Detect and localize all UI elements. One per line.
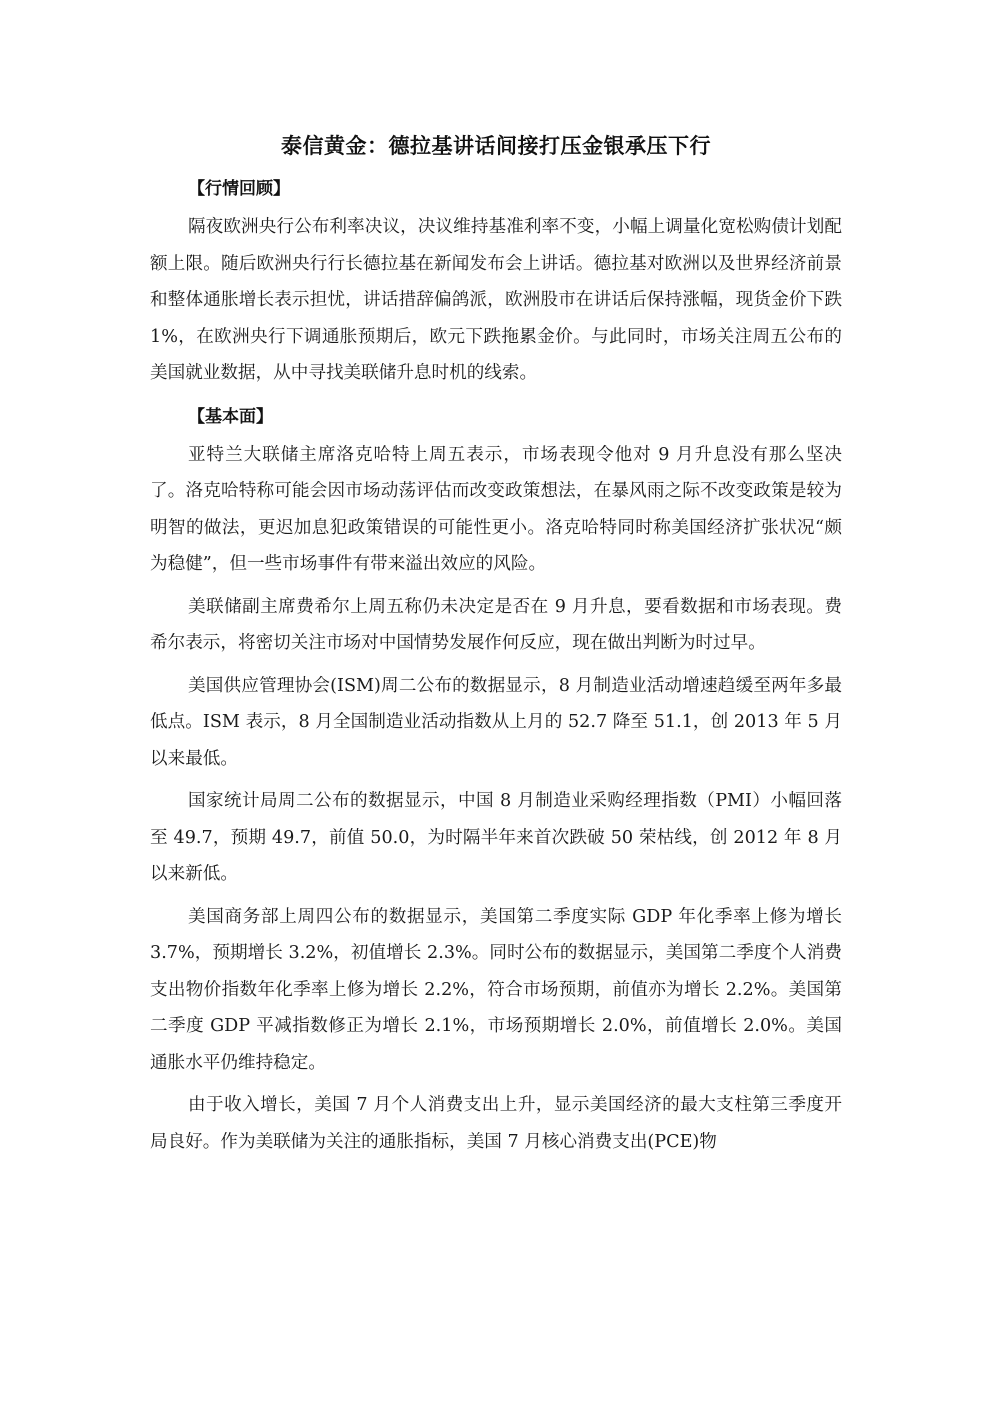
paragraph: 由于收入增长，美国 7 月个人消费支出上升，显示美国经济的最大支柱第三季度开局良好。作为美联储为关注的通胀指标，美国 7 月核心消费支出(PCE)物 xyxy=(150,1095,842,1152)
document-body xyxy=(150,170,842,1160)
paragraph: 亚特兰大联储主席洛克哈特上周五表示，市场表现令他对 9 月升息没有那么坚决了。洛克哈特称可能会因市场动荡评估而改变政策想法，在暴风雨之际不改变政策是较为明智的做法，更迟加息犯政策错误的可能性更小。洛克哈特同时称美国经济扩张状况“颇为稳健”，但一些市场事件有带来溢出效应的风险。 xyxy=(150,444,842,574)
document-title: 泰信黄金：德拉基讲话间接打压金银承压下行 xyxy=(281,134,711,158)
paragraph: 美国商务部上周四公布的数据显示，美国第二季度实际 GDP 年化季率上修为增长 3.7%，预期增长 3.2%，初值增长 2.3%。同时公布的数据显示，美国第二季度个人消费支出物价指数年化季率上修为增长 2.2%，符合市场预期，前值亦为增长 2.2%。美国第二季度 GDP 平减指数修正为增长 2.1%，市场预期增长 2.0%，前值增长 2.0%。美国通胀水平仍维持稳定。 xyxy=(150,906,842,1073)
paragraph: 美联储副主席费希尔上周五称仍未决定是否在 9 月升息，要看数据和市场表现。费希尔表示，将密切关注市场对中国情势发展作何反应，现在做出判断为时过早。 xyxy=(150,596,842,653)
paragraph: 美国供应管理协会(ISM)周二公布的数据显示，8 月制造业活动增速趋缓至两年多最低点。ISM 表示，8 月全国制造业活动指数从上月的 52.7 降至 51.1，创 2013 年 5 月以来最低。 xyxy=(150,675,842,769)
section-heading-fundamentals: 【基本面】 xyxy=(188,406,273,427)
paragraph: 国家统计局周二公布的数据显示，中国 8 月制造业采购经理指数（PMI）小幅回落至 49.7，预期 49.7，前值 50.0，为时隔半年来首次跌破 50 荣枯线，创 2012 年 8 月以来新低。 xyxy=(150,791,842,884)
paragraph: 隔夜欧洲央行公布利率决议，决议维持基准利率不变，小幅上调量化宽松购债计划配额上限。随后欧洲央行行长德拉基在新闻发布会上讲话。德拉基对欧洲以及世界经济前景和整体通胀增长表示担忧，讲话措辞偏鸽派，欧洲股市在讲话后保持涨幅，现货金价下跌 1%，在欧洲央行下调通胀预期后，欧元下跌拖累金价。与此同时，市场关注周五公布的美国就业数据，从中寻找美联储升息时机的线索。 xyxy=(150,217,842,383)
section-heading-market-review: 【行情回顾】 xyxy=(188,179,290,199)
section-fundamentals xyxy=(150,398,842,1161)
section-market-review xyxy=(150,170,842,392)
